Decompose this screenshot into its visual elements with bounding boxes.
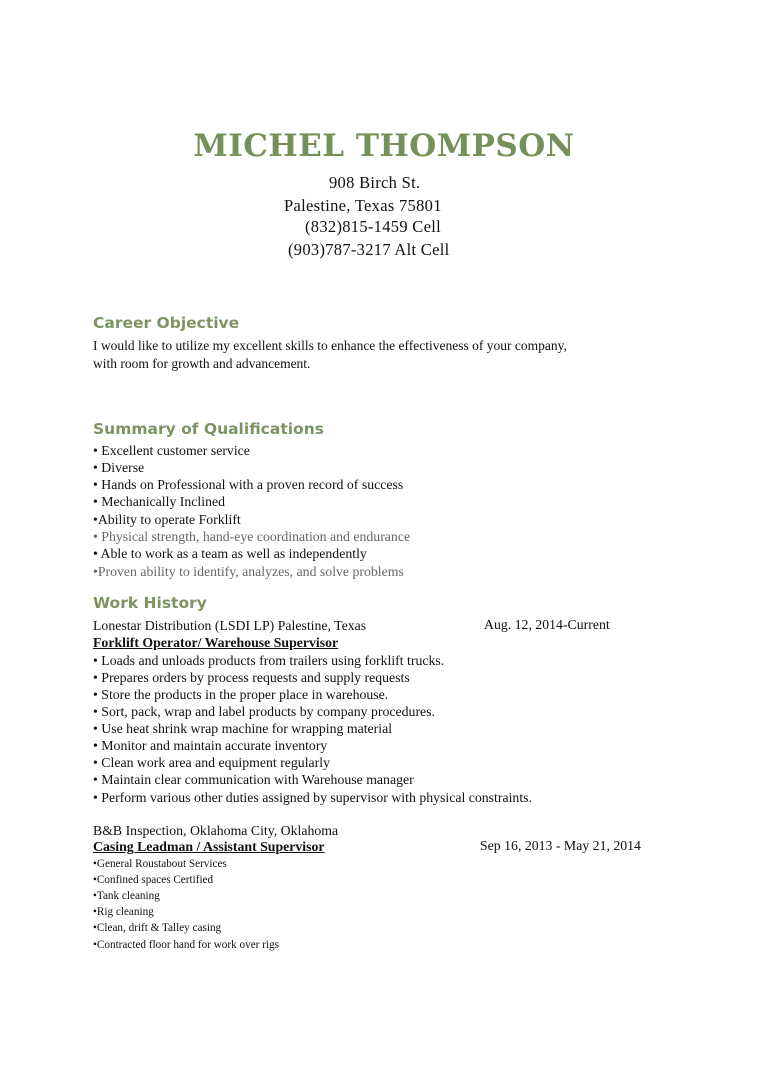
qualification-item: • Mechanically Inclined bbox=[93, 494, 226, 509]
job-dates: Sep 16, 2013 - May 21, 2014 bbox=[480, 838, 641, 853]
phone-cell: (832)815-1459 Cell bbox=[305, 217, 442, 236]
job-duty: •General Roustabout Services bbox=[93, 858, 227, 870]
qualification-item: •Ability to operate Forklift bbox=[93, 512, 241, 527]
job-duty: •Contracted floor hand for work over rigs bbox=[93, 939, 279, 951]
job-duty: •Tank cleaning bbox=[93, 890, 160, 902]
job-duty: •Clean, drift & Talley casing bbox=[93, 922, 222, 934]
qualification-item: • Able to work as a team as well as independently bbox=[93, 546, 367, 561]
job-dates: Aug. 12, 2014-Current bbox=[484, 617, 610, 632]
job-duty: •Rig cleaning bbox=[93, 906, 154, 918]
qualification-item: • Physical strength, hand-eye coordination and endurance bbox=[93, 529, 411, 544]
job-duty: •Confined spaces Certified bbox=[93, 874, 214, 886]
summary-heading: Summary of Qualifications bbox=[93, 420, 324, 438]
address-street: 908 Birch St. bbox=[329, 173, 421, 192]
applicant-name: MICHEL THOMPSON bbox=[193, 128, 575, 164]
address-city: Palestine, Texas 75801 bbox=[284, 196, 442, 215]
job-duty: • Store the products in the proper place in warehouse. bbox=[93, 687, 389, 702]
job-duty: • Maintain clear communication with Warehouse manager bbox=[93, 772, 414, 787]
phone-alt: (903)787-3217 Alt Cell bbox=[288, 240, 450, 259]
job-employer: Lonestar Distribution (LSDI LP) Palestine, Texas bbox=[93, 618, 367, 633]
job-title: Casing Leadman / Assistant Supervisor bbox=[93, 839, 325, 854]
objective-text-line: I would like to utilize my excellent skills to enhance the effectiveness of your company, bbox=[93, 338, 567, 353]
job-duty: • Sort, pack, wrap and label products by company procedures. bbox=[93, 704, 435, 719]
career-objective-heading: Career Objective bbox=[93, 314, 240, 332]
job-duty: • Prepares orders by process requests and supply requests bbox=[93, 670, 410, 685]
qualification-item: • Excellent customer service bbox=[93, 443, 250, 458]
job-duty: • Clean work area and equipment regularly bbox=[93, 755, 330, 770]
qualification-item: • Diverse bbox=[93, 460, 145, 475]
job-employer: B&B Inspection, Oklahoma City, Oklahoma bbox=[93, 823, 339, 838]
objective-text-line: with room for growth and advancement. bbox=[93, 356, 311, 371]
job-duty: • Loads and unloads products from trailers using forklift trucks. bbox=[93, 653, 445, 668]
qualification-item: • Hands on Professional with a proven record of success bbox=[93, 477, 404, 492]
job-title: Forklift Operator/ Warehouse Supervisor bbox=[93, 635, 339, 650]
job-duty: • Use heat shrink wrap machine for wrapping material bbox=[93, 721, 393, 736]
qualification-item: •Proven ability to identify, analyzes, and solve problems bbox=[93, 564, 404, 579]
job-duty: • Perform various other duties assigned by supervisor with physical constraints. bbox=[93, 790, 532, 805]
job-duty: • Monitor and maintain accurate inventory bbox=[93, 738, 328, 753]
work-history-heading: Work History bbox=[93, 594, 207, 612]
